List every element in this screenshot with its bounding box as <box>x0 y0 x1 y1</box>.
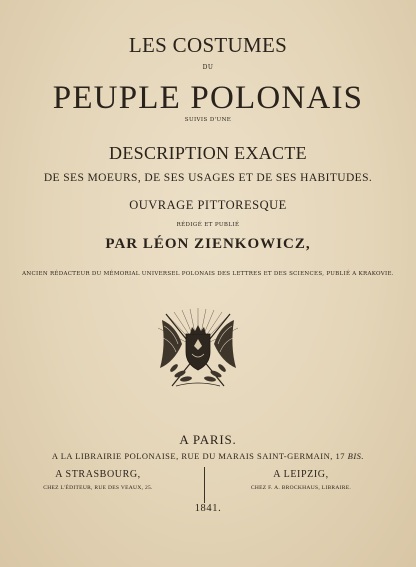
subtitle-ouvrage: OUVRAGE PITTORESQUE <box>129 198 287 212</box>
imprint-address-main: A LA LIBRAIRIE POLONAISE, RUE DU MARAIS SAINT-GERMAIN, 17 <box>51 451 346 461</box>
subtitle-moeurs: DE SES MOEURS, DE SES USAGES ET DE SES HABITUDES. <box>43 172 373 184</box>
author-line: PAR LÉON ZIENKOWICZ, <box>105 236 311 252</box>
imprint-city-leipzig: A LEIPZIG, <box>273 469 329 480</box>
imprint-publisher-leipzig: CHEZ F. A. BROCKHAUS, LIBRAIRE. <box>250 485 352 491</box>
imprint-year: 1841. <box>194 503 222 514</box>
imprint-address-bis: BIS. <box>345 451 365 461</box>
subtitle-description: DESCRIPTION EXACTE <box>109 143 307 163</box>
subtitle-redige: RÉDIGÉ ET PUBLIÉ <box>176 222 240 228</box>
subtitle-suivis: SUIVIS D'UNE <box>184 117 232 123</box>
imprint-publisher-strasbourg: CHEZ L'ÉDITEUR, RUE DES VEAUX, 25. <box>43 485 153 491</box>
title-line-costumes: LES COSTUMES <box>128 33 288 57</box>
imprint-address <box>0 451 416 461</box>
heraldic-vignette-icon <box>152 306 244 392</box>
author-credentials: ANCIEN RÉDACTEUR DU MÉMORIAL UNIVERSEL POLONAIS DES LETTRES ET DES SCIENCES, PUBLIÉ A KRAKOVIE. <box>22 271 394 277</box>
imprint-city-paris: A PARIS. <box>179 432 237 447</box>
title-line-du: DU <box>202 64 214 71</box>
title-line-peuple-polonais: PEUPLE POLONAIS <box>52 80 364 116</box>
imprint-divider <box>204 467 205 503</box>
imprint-city-strasbourg: A STRASBOURG, <box>55 469 141 480</box>
